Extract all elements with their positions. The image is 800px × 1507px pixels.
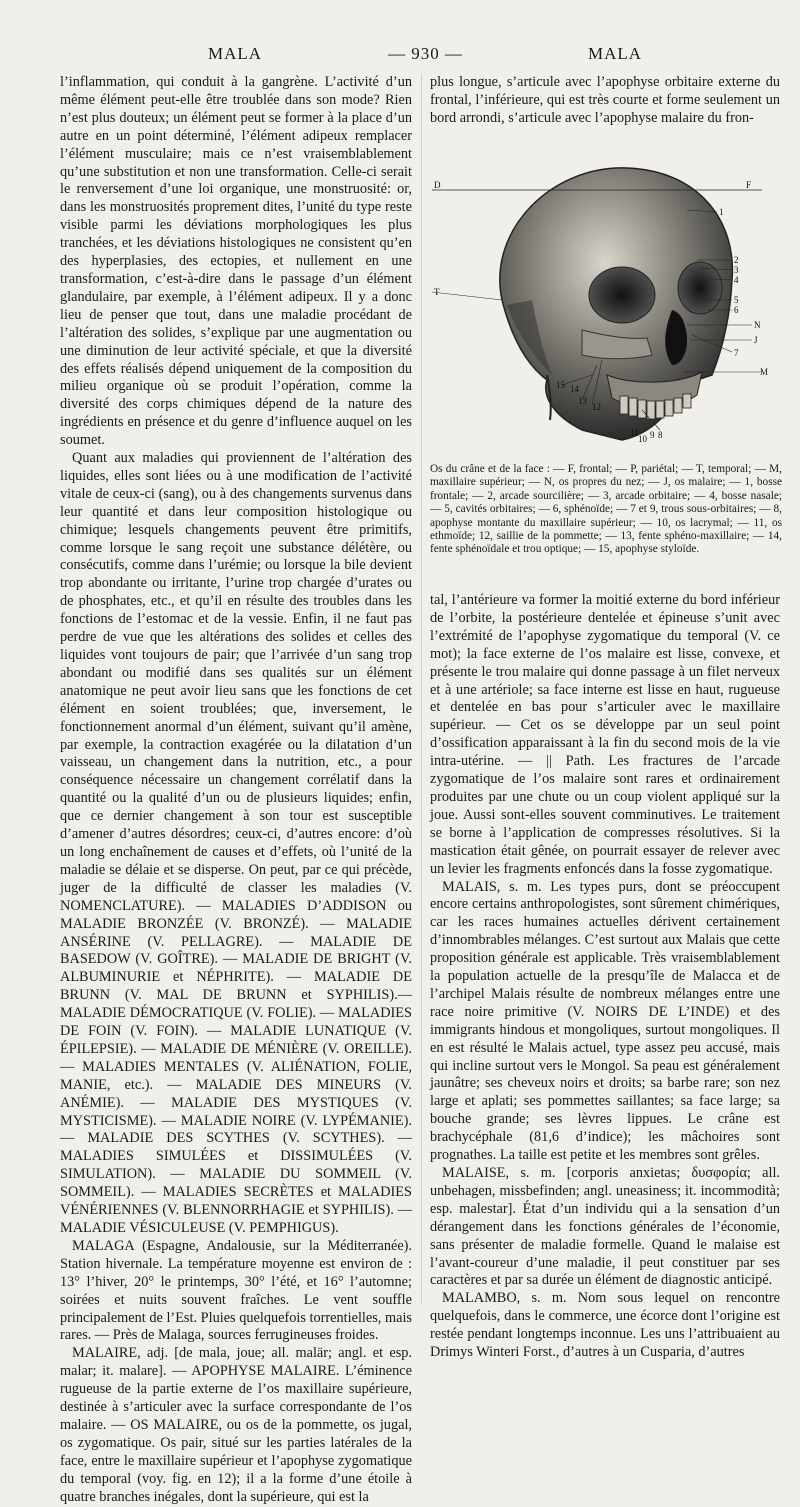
entry-malaga: MALAGA (Espagne, Andalousie, sur la Méditerranée). Station hivernale. La température moyenne est environ de : 13° l’hiver, 20° le printemps, 30° l’été, et 16° l’automne; soirées et nuits souvent fraîches. Le vent souffle principalement de l’Est. Pluies quelquefois torrentielles, mais rares. — Près de Malaga, sources ferrugineuses froides. (60, 1237, 412, 1344)
label-14: 14 (570, 384, 579, 394)
column-divider (421, 74, 422, 1304)
label-2: 2 (734, 255, 739, 265)
paragraph-pathology-liquids: Quant aux maladies qui proviennent de l’altération des liquides, elles sont liées ou à une modification de l’activité vitale de ceux-ci (sang), ou à des changements survenus dans leur quantité et dans leur composition histologique ou chimique; lesquels changements peuvent être primitifs, comme lorsque le sang reçoit une substance délétère, ou consécutifs, comme dans l’urémie; ou lorsque la bile devient trop abondante ou irritante, l’urine trop chargée d’urates ou de phosphates, etc., et qu’il en résulte des troubles dans les fonctions de l’estomac et de la vessie. Enfin, il ne faut pas perdre de vue que les altérations des solides et celles des liquides vont toujours de pair; que l’arrivée d’un sang trop abondant ou modifié dans ses qualités sur un élément anatomique ne peut avoir lieu sans que les fonctions de cet élément en soient troublées; que, inversement, le fonctionnement anormal d’un élément, suivant qu’il amène, par exemple, la contraction exagérée ou la dilatation d’un vaisseau, un changement dans la nutrition, etc., a pour conséquence nécessaire un changement corrélatif dans la quantité ou la qualité d’un ou de plusieurs liquides; enfin, que ce dernier changement à son tour est susceptible d’amener d’autres désordres; ceux-ci, d’autres encore: d’où un long enchaînement de causes et d’effets, où l’unité de la maladie se délaie et se disperse. On peut, par ce qui précède, juger de la difficulté de classer les maladies (V. NOMENCLATURE). — MALADIES D’ADDISON ou MALADIE BRONZÉE (V. BRONZÉ). — MALADIE ANSÉRINE (V. PELLAGRE). — MALADIE DE BASEDOW (V. GOÎTRE). — MALADIE DE BRIGHT (V. ALBUMINURIE et NÉPHRITE). — MALADIE DE BRUNN (V. MAL DE BRUNN et SYPHILIS).— MALADIE DÉMOCRATIQUE (V. FOLIE). — MALADIES DE FOIN (V. FOIN). — MALADIE LUNATIQUE (V. ÉPILEPSIE). — MALADIE DE MÉNIÈRE (V. OREILLE). — MALADIES MENTALES (V. ALIÉNATION, FOLIE, MANIE, etc.). — MALADIE DES MINEURS (V. ANÉMIE). — MALADIE DES MYSTIQUES (V. MYSTICISME). — MALADIE NOIRE (V. LYPÉMANIE). — MALADIE DES SCYTHES (V. SCYTHES). — MALADIES SIMULÉES et DISSIMULÉES (V. SIMULATION). — MALADIE DU SOMMEIL (V. SOMMEIL). — MALADIES SECRÈTES et MALADIES VÉNÉRIENNES (V. BLENNORRHAGIE et SYPHILIS). — MALADIE VÉSICULEUSE (V. PEMPHIGUS). (60, 450, 412, 1236)
entry-malaire: MALAIRE, adj. [de mala, joue; all. malär; angl. et esp. malar; it. malare]. — APOPHYSE MALAIRE. L’éminence rugueuse de la partie externe de l’os maxillaire supérieure, destinée à s’articuler avec la surface correspondante de l’os malaire. — OS MALAIRE, ou os de la pommette, os jugal, os zygomatique. Os pair, situé sur les parties latérales de la face, entre le maxillaire supérieur et l’apophyse zygomatique du temporal (voy. fig. en 12); il a la forme d’une étoile à quatre branches inégales, dont la supérieure, qui est la (60, 1345, 412, 1505)
right-column-top (430, 74, 780, 128)
paragraph-malaire-continued: plus longue, s’articule avec l’apophyse orbitaire externe du frontal, l’inférieure, qui est très courte et forme seulement un bord arrondi, s’articule avec l’apophyse malaire du fron- (430, 74, 780, 126)
entry-malaise: MALAISE, s. m. [corporis anxietas; δυσφορία; all. unbehagen, missbefinden; angl. uneasiness; it. incommodità; esp. malestar]. État d’un individu qui a la sensation d’un dérangement dans les fonctions générales de l’économie, sans présenter de maladie formelle. Quand le malaise est l’avant-coureur d’une maladie, il peut constituer par ses caractères et par sa durée un élément de diagnostic anticipé. (430, 1165, 780, 1289)
label-N: N (754, 320, 761, 330)
label-4: 4 (734, 275, 739, 285)
paragraph-pathology-solids: l’inflammation, qui conduit à la gangrène. L’activité d’un même élément peut-elle être troublée dans son mode? Rien n’est plus douteux; un élément peut se former à la place d’un autre en un point déterminé, l’élément adipeux remplacer l’élément musculaire; mais ce n’est vraisemblablement qu’une substitution et non une transformation. Celle-ci serait le renversement d’une loi organique, une monstruosité: or, dans les monstruosités proprement dites, l’unité du type reste visible parmi les déviations morphologiques les plus tranchées, et les déviations histologiques ne consistent qu’en des hyperplasies, des ectopies, et nullement en une transformation, c’est-à-dire dans le passage d’un élément glandulaire, par exemple, à l’élément adipeux. Il y a donc lieu de penser que tout, dans une maladie procédant de l’altération des solides, s’explique par une augmentation ou une diminution de leur activité spéciale, et que la diversité des effets réalisés dépend uniquement de la composition du milieu organique où se produit l’opération, comme la diversité des corps chimiques dépend de la nature des ingrédients en présence et du genre d’influence auquel on les soumet. (60, 74, 412, 449)
label-8: 8 (658, 430, 663, 440)
label-9: 9 (650, 430, 655, 440)
paragraph-malaire-end: tal, l’antérieure va former la moitié externe du bord inférieur de l’orbite, la postérieure dentelée et épineuse s’unit avec l’extrémité de l’apophyse zygomatique du temporal (V. ce mot); la face externe de l’os malaire est lisse, convexe, et présente le trou malaire qui donne passage à un filet nerveux et à une artériole; sa face interne est lisse en haut, rugueuse et dentelée en bas pour s’articuler avec le maxillaire supérieur. — Cet os se développe par un seul point d’ossification apparaissant à la fin du second mois de la vie intra-utérine. — || Path. Les fractures de l’arcade zygomatique de l’os malaire sont rares et ordinairement produites par une chute ou un coup violent appliqué sur la joue. Aussi sont-elles souvent comminutives. Le traitement se borne à l’application de compresses résolutives. Si la mastication était gênée, on pourrait essayer de relever avec un levier les fragments enfoncés dans la fosse zygomatique. (430, 592, 780, 877)
header-left-word: MALA (208, 44, 263, 63)
label-11: 11 (630, 428, 639, 438)
header-right-word: MALA (588, 44, 643, 63)
page-number: — 930 — (388, 44, 463, 63)
label-12: 12 (592, 402, 601, 412)
skull-engraving (432, 160, 782, 460)
label-D: D (434, 180, 441, 190)
running-header (58, 44, 760, 68)
label-7: 7 (734, 348, 739, 358)
figure-caption: Os du crâne et de la face : — F, frontal; — P, pariétal; — T, temporal; — M, maxillaire supérieur; — N, os propres du nez; — J, os malaire; — 1, bosse frontale; — 2, arcade sourcilière; — 3, arcade orbitaire; — 4, bosse nasale; — 5, cavités orbitaires; — 6, sphénoïde; — 7 et 9, trous sous-orbitaires; — 8, apophyse montante du maxillaire supérieur; — 10, os lacrymal; — 11, os ethmoïde; 12, saillie de la pommette; — 13, fente sphéno-maxillaire; — 14, fente sphénoïdale et trou optique; — 15, apophyse styloïde. (430, 463, 782, 556)
label-15: 15 (556, 380, 565, 390)
skull-illustration (432, 160, 782, 460)
label-13: 13 (578, 396, 587, 406)
label-1: 1 (719, 207, 724, 217)
label-T: T (434, 287, 440, 297)
right-column-bottom (430, 592, 780, 1362)
left-column (60, 74, 412, 1507)
entry-malambo: MALAMBO, s. m. Nom sous lequel on rencontre quelquefois, dans le commerce, une écorce dont l’origine est restée pendant longtemps inconnue. Les uns l’attribuaient au Drimys Winteri Forst., d’autres à un Cusparia, d’autres (430, 1290, 780, 1361)
label-3: 3 (734, 265, 739, 275)
label-F: F (746, 180, 752, 190)
label-5: 5 (734, 295, 739, 305)
entry-malais: MALAIS, s. m. Les types purs, dont se préoccupent encore certains anthropologistes, sont sûrement chimériques, car les races humaines actuelles dérivent certainement d’innombrables mélanges. C’est surtout aux Malais que cette proposition générale est applicable. Très vraisemblablement la population actuelle de la presqu’île de Malacca et de l’archipel Malais résulte de nombreux mélanges entre une race noire primitive (V. NOIRS DE L’INDE) et des immigrants hindous et mongoliques, surtout mongoliques. Il en est résulté le Malais actuel, type assez peu accusé, mais qui incline surtout vers le Mongol. Sa peau est généralement jaunâtre; ses cheveux noirs et droits; sa barbe rare; son nez large et aplati; ses pommettes saillantes; sa face large; sa bouche grande; ses lèvres lippues. Le crâne est brachycéphale (81,6 d’indice); les mâchoires sont prognathes. La taille est petite et les membres sont grêles. (430, 878, 780, 1164)
label-6: 6 (734, 305, 739, 315)
label-10: 10 (638, 434, 647, 444)
label-M: M (760, 367, 769, 377)
label-J: J (754, 335, 758, 345)
